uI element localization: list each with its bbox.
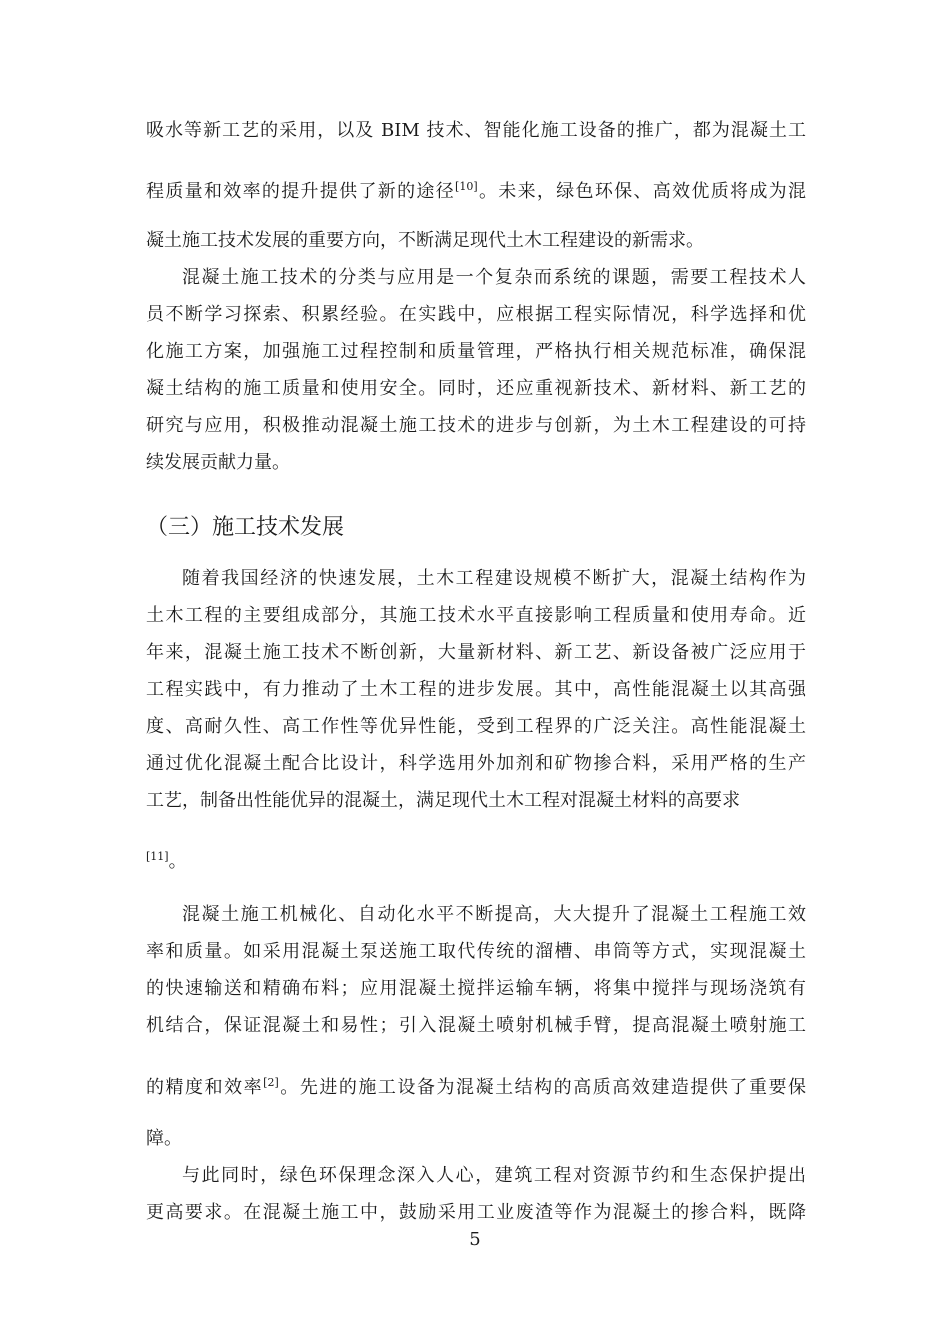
paragraph-line: 续发展贡献力量。 xyxy=(146,452,290,473)
paragraph-line: 年来，混凝土施工技术不断创新，大量新材料、新工艺、新设备被广泛应用于 xyxy=(146,642,806,663)
paragraph-line: 化施工方案，加强施工过程控制和质量管理，严格执行相关规范标准，确保混 xyxy=(146,341,806,362)
paragraph-line: 通过优化混凝土配合比设计，科学选用外加剂和矿物掺合料，采用严格的生产 xyxy=(146,753,806,774)
paragraph-line: 更高要求。在混凝土施工中，鼓励采用工业废渣等作为混凝土的掺合料，既降 xyxy=(146,1202,806,1223)
paragraph-line: 凝土施工技术发展的重要方向，不断满足现代土木工程建设的新需求。 xyxy=(146,230,704,251)
paragraph-line: [11]。 xyxy=(146,850,187,872)
paragraph-line: 工程实践中，有力推动了土木工程的进步发展。其中，高性能混凝土以其高强 xyxy=(146,679,806,700)
paragraph-line: 土木工程的主要组成部分，其施工技术水平直接影响工程质量和使用寿命。近 xyxy=(146,605,806,626)
page-number: 5 xyxy=(469,1229,481,1250)
paragraph-line: 工艺，制备出性能优异的混凝土，满足现代土木工程对混凝土材料的高要求 xyxy=(146,790,740,811)
paragraph-line: 混凝土施工机械化、自动化水平不断提高，大大提升了混凝土工程施工效 xyxy=(182,904,806,925)
paragraph-line: 程质量和效率的提升提供了新的途径[10]。未来，绿色环保、高效优质将成为混 xyxy=(146,180,806,202)
paragraph-line: 混凝土施工技术的分类与应用是一个复杂而系统的课题，需要工程技术人 xyxy=(182,267,806,288)
paragraph-line: 与此同时，绿色环保理念深入人心，建筑工程对资源节约和生态保护提出 xyxy=(182,1165,806,1186)
paragraph-line: 障。 xyxy=(146,1128,182,1149)
paragraph-line: 员不断学习探索、积累经验。在实践中，应根据工程实际情况，科学选择和优 xyxy=(146,304,806,325)
paragraph-line: 机结合，保证混凝土和易性；引入混凝土喷射机械手臂，提高混凝土喷射施工 xyxy=(146,1015,806,1036)
paragraph-line: 研究与应用，积极推动混凝土施工技术的进步与创新，为土木工程建设的可持 xyxy=(146,415,806,436)
paragraph-line: 的快速输送和精确布料；应用混凝土搅拌运输车辆，将集中搅拌与现场浇筑有 xyxy=(146,978,806,999)
citation-ref: [11] xyxy=(146,850,169,863)
paragraph-line: 随着我国经济的快速发展，土木工程建设规模不断扩大，混凝土结构作为 xyxy=(182,568,806,589)
citation-ref: [2] xyxy=(263,1076,279,1089)
paragraph-line: 的精度和效率[2]。先进的施工设备为混凝土结构的高质高效建造提供了重要保 xyxy=(146,1076,807,1098)
paragraph-line: 度、高耐久性、高工作性等优异性能，受到工程界的广泛关注。高性能混凝土 xyxy=(146,716,806,737)
paragraph-line: 凝土结构的施工质量和使用安全。同时，还应重视新技术、新材料、新工艺的 xyxy=(146,378,806,399)
paragraph-line: 率和质量。如采用混凝土泵送施工取代传统的溜槽、串筒等方式，实现混凝土 xyxy=(146,941,806,962)
citation-ref: [10] xyxy=(455,180,478,193)
paragraph-line: 吸水等新工艺的采用，以及 BIM 技术、智能化施工设备的推广，都为混凝土工 xyxy=(146,120,806,141)
section-heading: （三）施工技术发展 xyxy=(146,515,345,540)
